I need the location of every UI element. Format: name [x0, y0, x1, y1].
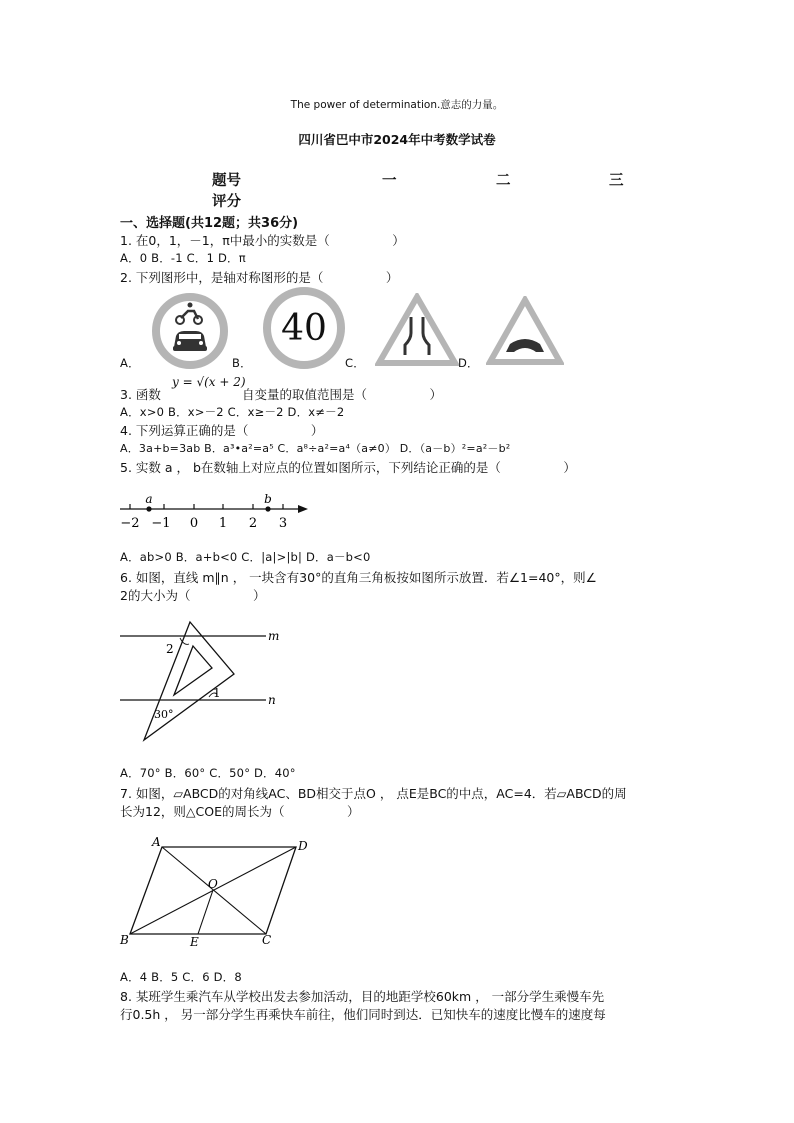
- tick-label: −1: [151, 516, 171, 531]
- tick-label: 1: [218, 516, 228, 531]
- exam-title: 四川省巴中市2024年中考数学试卷: [298, 132, 496, 147]
- question-5-stem: 5. 实数 a ， b在数轴上对应点的位置如图所示，下列结论正确的是（ ）: [120, 460, 576, 475]
- question-7-options: A．4 B．5 C．6 D．8: [120, 970, 242, 984]
- tick-label: −2: [120, 516, 140, 531]
- speed-limit-40-sign-image: [262, 286, 346, 370]
- question-6-options: A．70° B．60° C．50° D．40°: [120, 766, 296, 780]
- question-7-stem-line1: 7. 如图，▱ABCD的对角线AC、BD相交于点O ， 点E是BC的中点，AC=4．若▱ABCD的周: [120, 786, 627, 801]
- question-2-option-c-label: C．: [345, 356, 365, 370]
- question-2-stem: 2. 下列图形中，是轴对称图形的是（ ）: [120, 270, 399, 285]
- number-line-figure: [116, 490, 316, 532]
- tick-label: 2: [248, 516, 258, 531]
- angle-1-label: 1: [213, 686, 221, 700]
- question-4-stem: 4. 下列运算正确的是（ ）: [120, 423, 324, 438]
- parallelogram-figure: [116, 832, 316, 950]
- tick-label: 0: [189, 516, 199, 531]
- score-col-2: 二: [496, 173, 511, 189]
- question-3-suffix: 自变量的取值范围是（ ）: [242, 387, 443, 402]
- vertex-d-label: D: [298, 839, 308, 853]
- speed-limit-number: 40: [281, 308, 327, 349]
- score-col-3: 三: [609, 173, 624, 189]
- no-motorbike-car-sign-image: [150, 291, 230, 371]
- parallel-lines-triangle-figure: [116, 618, 292, 744]
- question-5-options: A．ab>0 B．a+b<0 C．|a|>|b| D．a－b<0: [120, 550, 371, 564]
- tick-label: 3: [278, 516, 288, 531]
- vertex-b-label: B: [120, 933, 129, 947]
- point-o-label: O: [208, 877, 218, 891]
- vertex-a-label: A: [152, 835, 161, 849]
- page-motto: The power of determination.意志的力量。: [290, 99, 504, 111]
- question-1-stem: 1. 在0，1，－1，π中最小的实数是（ ）: [120, 233, 405, 248]
- question-3-formula: y = √(x + 2): [172, 375, 246, 389]
- score-row-label-question: 题号: [212, 173, 241, 189]
- line-m-label: m: [268, 629, 280, 643]
- road-narrows-sign-image: [375, 293, 459, 367]
- question-8-stem-line1: 8. 某班学生乘汽车从学校出发去参加活动，目的地距学校60km ， 一部分学生乘慢车先: [120, 989, 605, 1004]
- question-6-stem-line1: 6. 如图，直线 m∥n ， 一块含有30°的直角三角板按如图所示放置．若∠1=40°，则∠: [120, 570, 597, 585]
- line-n-label: n: [268, 693, 276, 707]
- question-2-option-d-label: D．: [458, 356, 479, 370]
- question-1-options: A．0 B．-1 C．1 D．π: [120, 251, 246, 265]
- score-row-label-score: 评分: [212, 194, 241, 210]
- question-2-option-b-label: B．: [232, 356, 252, 370]
- question-3-prefix: 3. 函数: [120, 387, 161, 402]
- question-3-options: A．x>0 B．x>－2 C．x≥－2 D．x≠－2: [120, 405, 345, 419]
- hump-bridge-sign-image: [486, 296, 564, 366]
- question-6-stem-line2: 2的大小为（ ）: [120, 588, 266, 603]
- angle-30-label: 30°: [154, 708, 174, 721]
- question-7-stem-line2: 长为12，则△COE的周长为（ ）: [120, 804, 360, 819]
- question-4-options: A．3a+b=3ab B．a³•a²=a⁵ C．a⁸÷a²=a⁴（a≠0） D．（a－b）²=a²－b²: [120, 442, 511, 455]
- score-col-1: 一: [382, 173, 397, 189]
- question-2-option-a-label: A．: [120, 356, 140, 370]
- point-a-label: a: [145, 492, 153, 506]
- point-e-label: E: [190, 935, 199, 949]
- point-b-label: b: [264, 492, 272, 506]
- angle-2-label: 2: [166, 642, 174, 656]
- section-heading: 一、选择题(共12题；共36分): [120, 216, 299, 231]
- vertex-c-label: C: [262, 933, 272, 947]
- question-8-stem-line2: 行0.5h ， 另一部分学生再乘快车前往，他们同时到达．已知快车的速度比慢车的速度每: [120, 1007, 606, 1022]
